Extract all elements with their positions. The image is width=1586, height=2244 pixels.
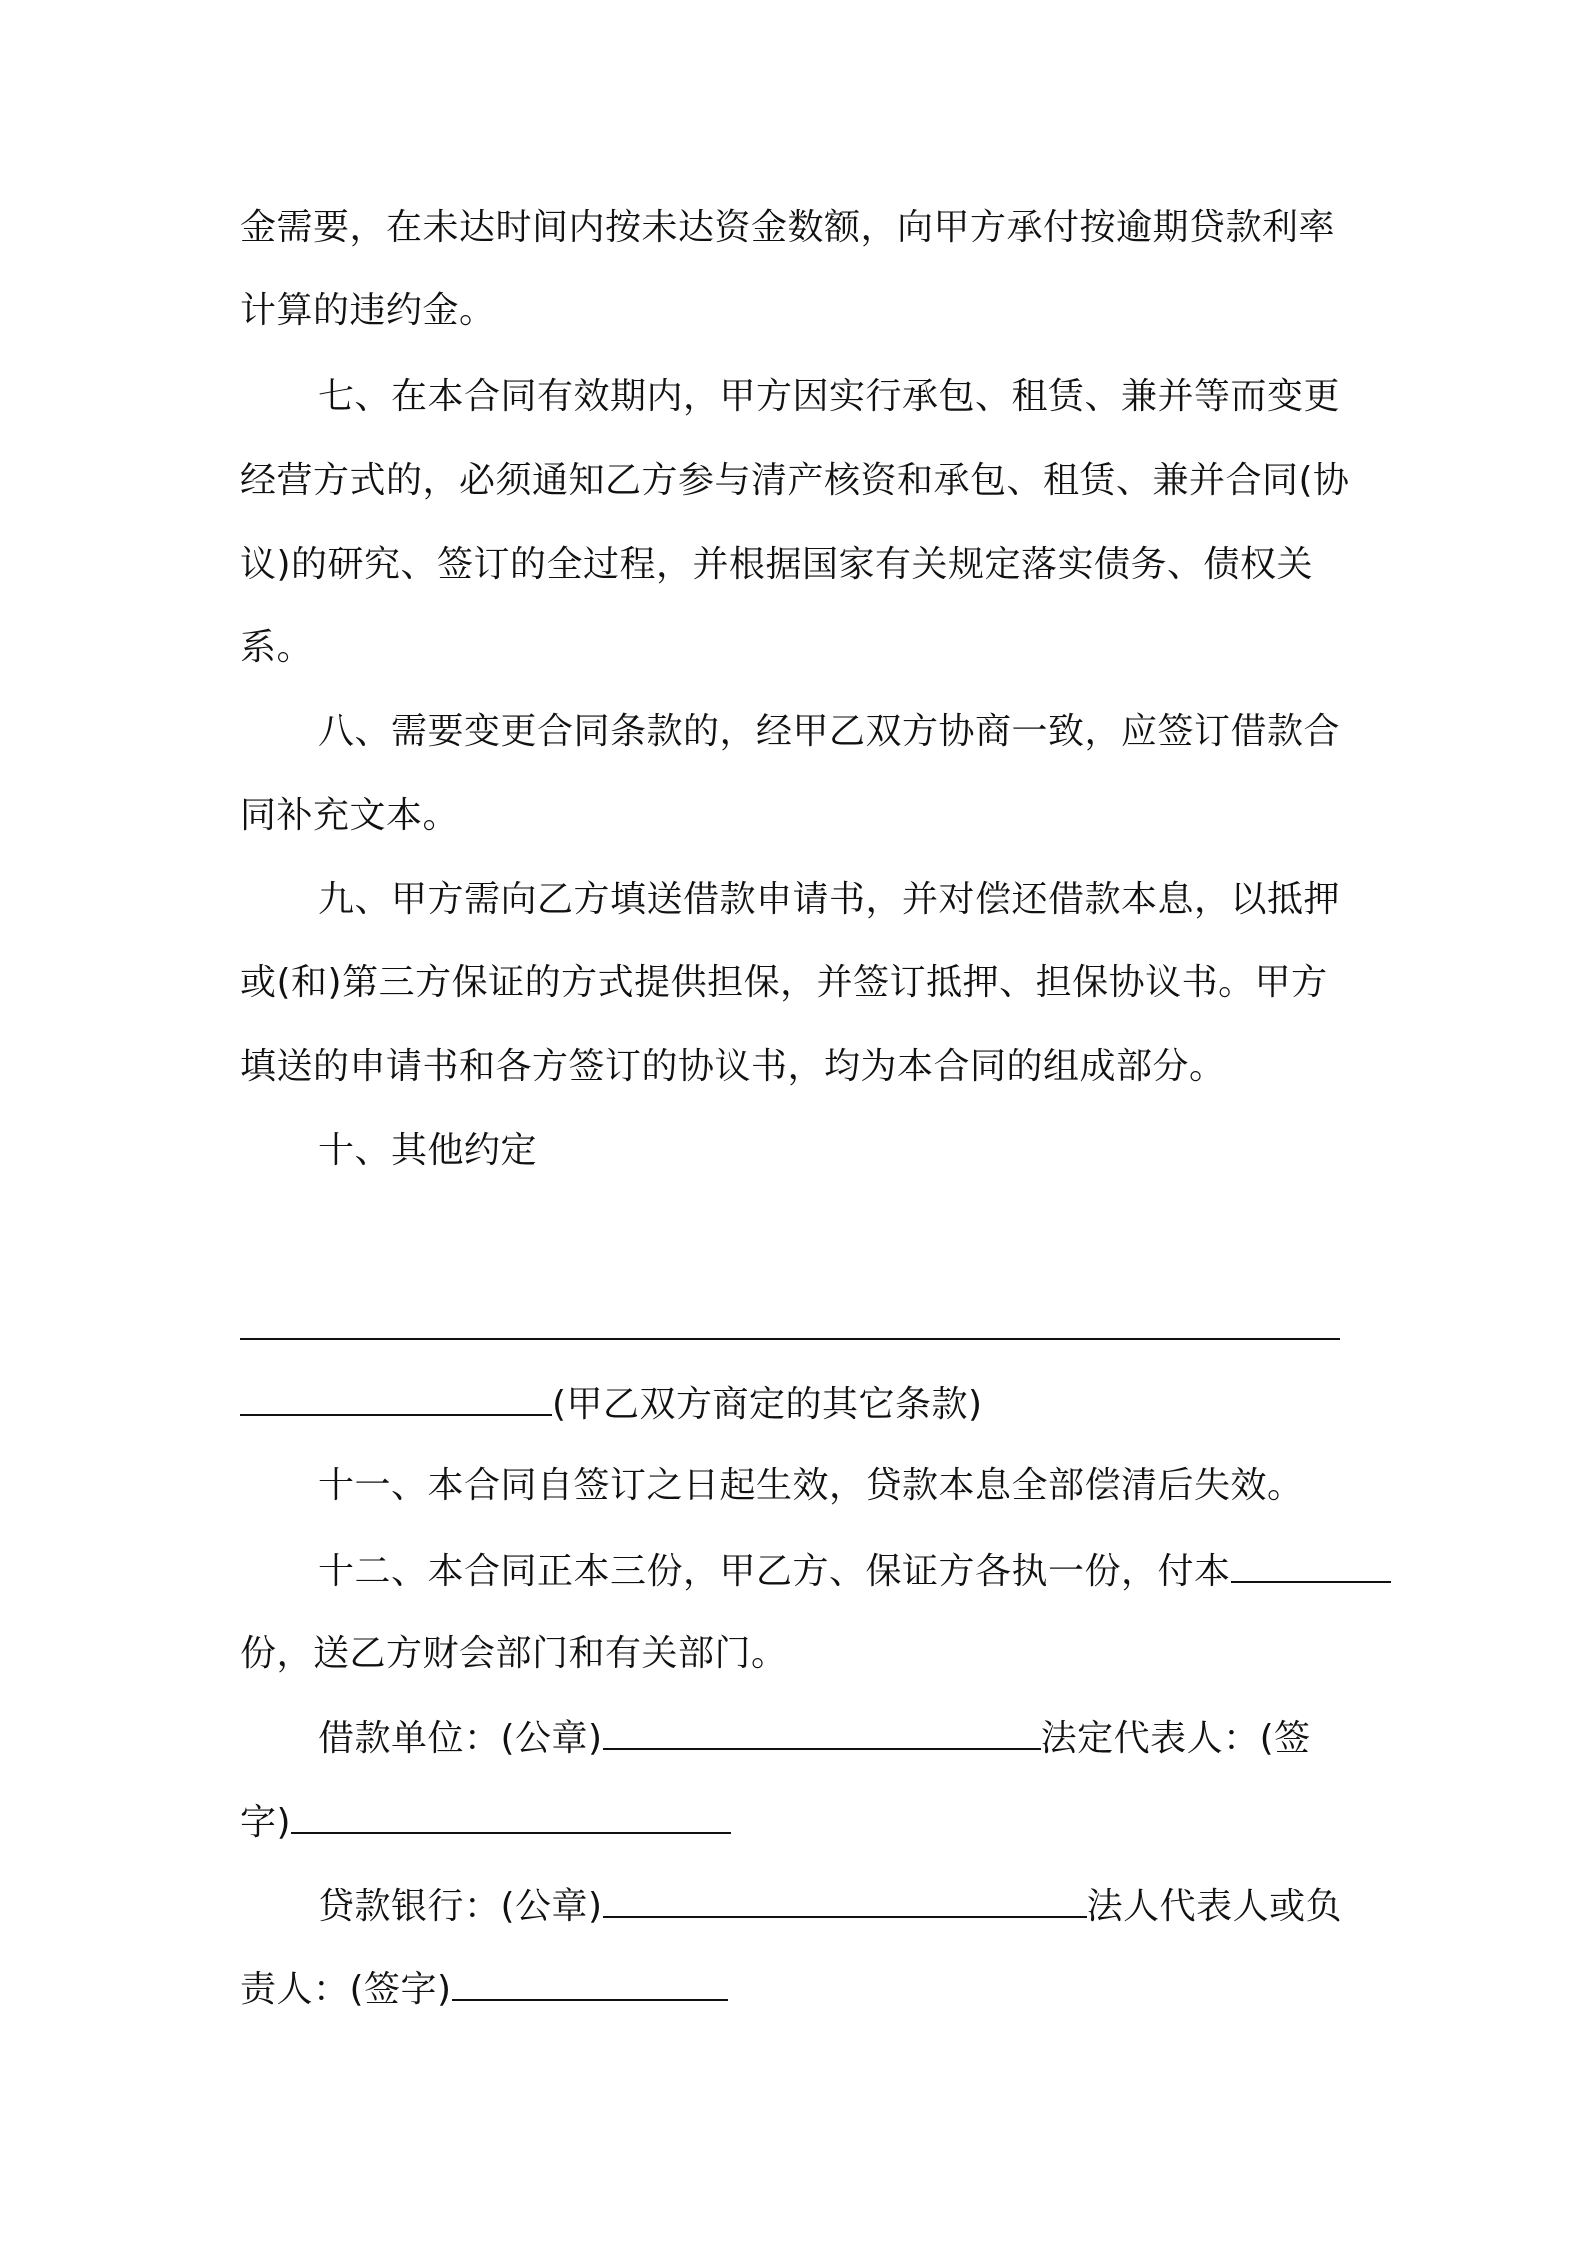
responsible-person-label: 责人：(签字) bbox=[240, 1969, 452, 2010]
clause-8-line: 八、需要变更合同条款的，经甲乙双方协商一致，应签订借款合 bbox=[318, 711, 1341, 752]
clause-9-line: 九、甲方需向乙方填送借款申请书，并对偿还借款本息，以抵押 bbox=[318, 879, 1341, 920]
paragraph-line: 填送的申请书和各方签订的协议书，均为本合同的组成部分。 bbox=[240, 1046, 1226, 1087]
responsible-sign-blank bbox=[452, 1963, 728, 2001]
paragraph-line: 同补充文本。 bbox=[240, 795, 460, 836]
paragraph-line: 系。 bbox=[240, 627, 314, 668]
legal-rep-sign-blank bbox=[291, 1796, 731, 1834]
clause-12-text: 十二、本合同正本三份，甲乙方、保证方各执一份，付本 bbox=[318, 1551, 1231, 1592]
paragraph-line: 金需要，在未达时间内按未达资金数额，向甲方承付按逾期贷款利率 bbox=[240, 207, 1336, 248]
paragraph-line: 计算的违约金。 bbox=[240, 290, 496, 331]
borrower-signature-line bbox=[318, 1712, 1311, 1764]
clause-10-heading: 十、其他约定 bbox=[318, 1130, 538, 1171]
paragraph-line: 或(和)第三方保证的方式提供担保，并签订抵押、担保协议书。甲方 bbox=[240, 962, 1328, 1003]
clause-11-line: 十一、本合同自签订之日起生效，贷款本息全部偿清后失效。 bbox=[318, 1465, 1304, 1506]
legal-rep-label: 法定代表人：(签 bbox=[1040, 1718, 1311, 1759]
borrower-seal-blank bbox=[603, 1712, 1041, 1750]
paragraph-line: 议)的研究、签订的全过程，并根据国家有关规定落实债务、债权关 bbox=[240, 544, 1314, 585]
lender-signature-line bbox=[318, 1880, 1342, 1932]
lender-label: 贷款银行：(公章) bbox=[318, 1886, 603, 1927]
copies-blank-field bbox=[1231, 1545, 1391, 1583]
borrower-label: 借款单位：(公章) bbox=[318, 1718, 603, 1759]
lender-sign-line bbox=[240, 1963, 728, 2015]
blank-field bbox=[240, 1378, 552, 1416]
sign-label: 字) bbox=[240, 1802, 292, 1843]
blank-line-other-terms bbox=[240, 1338, 1340, 1340]
paragraph-line: 经营方式的，必须通知乙方参与清产核资和承包、租赁、兼并合同(协 bbox=[240, 460, 1350, 501]
paragraph-line: 份，送乙方财会部门和有关部门。 bbox=[240, 1633, 788, 1674]
borrower-sign-line bbox=[240, 1796, 731, 1848]
lender-seal-blank bbox=[603, 1880, 1087, 1918]
clause-7-line: 七、在本合同有效期内，甲方因实行承包、租赁、兼并等而变更 bbox=[318, 376, 1341, 417]
clause-12-line bbox=[318, 1545, 1391, 1597]
other-terms-line bbox=[240, 1378, 983, 1430]
other-terms-note: (甲乙双方商定的其它条款) bbox=[552, 1384, 983, 1425]
lender-rep-label: 法人代表人或负 bbox=[1086, 1886, 1343, 1927]
